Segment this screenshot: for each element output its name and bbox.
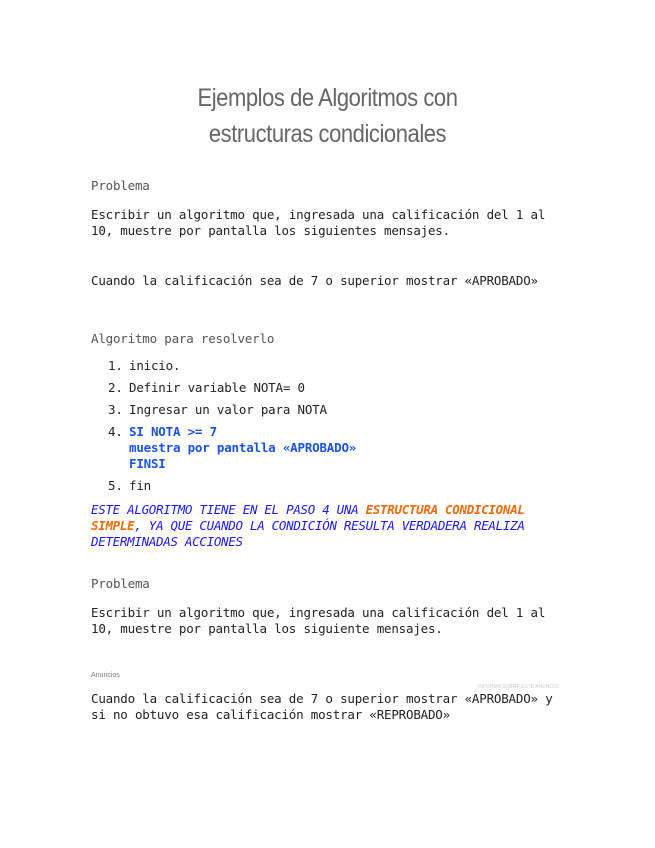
algorithm-step [91,402,356,418]
problem-paragraph-1: Escribir un algoritmo que, ingresada una calificación del 1 al 10, muestre por pantalla los siguientes mensajes. [91,207,553,238]
page-title [39,80,615,152]
step-number: 5. [108,478,123,493]
note-text-part-2: , YA QUE CUANDO LA CONDICIÓN RESULTA VERDADERA REALIZA DETERMINADAS ACCIONES [91,518,525,549]
step-number: 4. [108,424,123,439]
problem-2-paragraph-2: Cuando la calificación sea de 7 o superior mostrar «APROBADO» y si no obtuvo esa calificación mostrar «REPROBADO» [91,691,560,722]
ads-info-link[interactable]: INFORMA SOBRE ESTE ANUNCIO [478,684,559,690]
algorithm-step [91,358,356,374]
note-highlight: ESTRUCTURA CONDICIONAL SIMPLE [91,502,525,533]
problem-heading-1: Problema [91,178,150,193]
step-text: fin [129,478,151,493]
page-title-line-2: estructuras condicionales [208,120,447,148]
step-text: inicio. [129,358,181,373]
step-text: Ingresar un valor para NOTA [129,402,327,417]
algorithm-step-conditional [91,424,356,472]
algorithm-step [91,380,356,396]
algorithm-note [91,502,561,550]
step-number: 1. [108,358,123,373]
step-number: 2. [108,380,123,395]
ads-label: Anuncios [91,672,120,679]
conditional-action-line: muestra por pantalla «APROBADO» [129,440,357,455]
step-number: 3. [108,402,123,417]
problem-heading-2: Problema [91,576,150,591]
conditional-end-line: FINSI [129,456,166,471]
algorithm-step [91,478,356,494]
problem-2-paragraph-1: Escribir un algoritmo que, ingresada una calificación del 1 al 10, muestre por pantalla los siguiente mensajes. [91,605,553,636]
step-text: Definir variable NOTA= 0 [129,380,305,395]
algorithm-steps-list [91,358,356,500]
conditional-if-line: SI NOTA >= 7 [129,424,217,439]
algorithm-heading: Algoritmo para resolverlo [91,331,275,346]
page-title-line-1: Ejemplos de Algoritmos con [197,84,458,112]
note-text-part-1: ESTE ALGORITMO TIENE EN EL PASO 4 UNA [91,502,366,517]
problem-paragraph-2: Cuando la calificación sea de 7 o superior mostrar «APROBADO» [91,273,538,288]
